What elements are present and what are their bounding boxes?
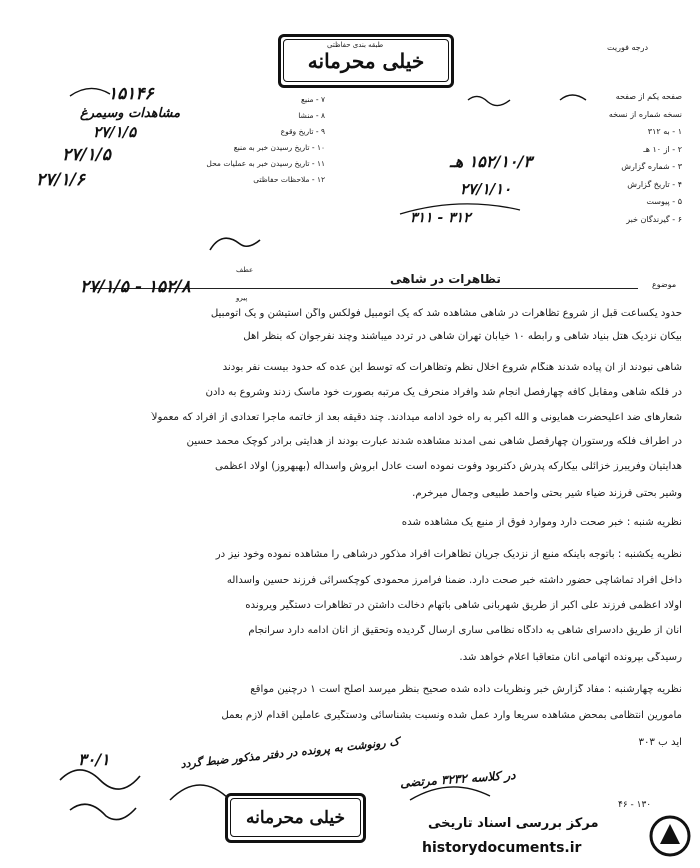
hand-recipients: ۳۱۱ - ۳۱۲ [410,210,471,226]
ref-value: ۲۷/۱/۵ - ۱۵۲/۸ [80,277,191,297]
field-occur-date: ۹ - تاریخ وقوع [280,127,325,136]
subject-label: موضوع [652,280,677,289]
stamp-small-label: طبقه بندی حفاظتی [327,41,384,49]
priority-label: درجه فوریت [607,43,649,52]
hand-occur-date: ۲۷/۱/۵ [93,123,137,141]
field-to: ۱ - به ۳۱۲ [647,127,682,136]
field-attachment: ۵ - پیوست [646,197,682,206]
body-line: هدایتیان وفریبرز خزائلی بیکارکه پدرش دکتربود وفوت نموده است عادل آبروش واسداله (بهبهروز) اولاد اعظمی [214,461,682,472]
opinion-sunday-line: داخل افراد تماشاچی حضور داشته خبر صحت دارد. ضمناً فرامرز محمودی کوچکسرائی فرزند حسین واسداله [226,575,682,586]
handwriting-strokes [0,0,700,260]
field-ops-date: ۱۱ - تاریخ رسیدن خبر به عملیات محل [206,159,325,168]
body-line: شعارهای ضد اعلیحضرت همایونی و الله اکبر به راه خود ادامه میدادند. چند دقیقه بعد از خاتمه ماجرا تعدادی از افراد که معمولاً [151,412,682,423]
watermark [418,812,694,862]
ref-label-1: عطف [236,266,254,274]
opinion-wednesday-line: آید ب ۳۰۳ [638,737,682,748]
bottom-note-1: ک رونوشت به پرونده در دفتر مذکور ضبط گردد [180,735,400,771]
opinion-wednesday-line: نظریه چهارشنبه : مفاد گزارش خبر ونظریات داده شده صحیح بنظر میرسد اصلح است ۱ درچنین مواقع [250,684,682,695]
hand-report-number: ۱۵۲/۱۰/۳ هـ [450,152,532,171]
classification-stamp-bottom [225,793,366,843]
watermark-url: historydocuments.ir [422,840,582,856]
field-report-number: ۳ - شماره گزارش [621,162,682,171]
field-source-date: ۱۰ - تاریخ رسیدن خبر به منبع [233,143,325,152]
field-from: ۲ - از ۱۰ هـ [643,144,682,154]
field-copy: نسخه شماره از نسخه [608,109,682,119]
field-page: صفحه یکم از صفحه [615,92,682,101]
body-line: وشیر بحتی فرزند ضیاء شیر بحتی واحمد طبیعی وجمال میرخرم. [412,488,682,499]
body-line: در اطراف فلکه ورستوران چهارفصل شاهی نمی آمدند مشاهده شدند عبارت بودند از هدایتی برادر کوچک محمد حسین [186,436,682,447]
hand-ops-date: ۲۷/۱/۶ [36,170,85,190]
hand-source-number: ۱۵۱۴۶ [108,84,154,104]
subject-text: تظاهرات در شاهی [390,272,501,286]
field-origin: ۸ - منشا [298,111,325,120]
opinion-sunday-line: اولاد اعظمی فرزند علی اکبر از طریق شهربانی شاهی باتهام دخالت داشتن در تظاهرات دستگیر ویرونده [245,600,682,611]
field-recipients: ۶ - گیرندگان خبر [626,214,682,224]
opinion-sunday-line: آنان از طریق دادسرای شاهی به دادگاه نظامی ساری ارسال گردیده وتحقیق از آنان ادامه دارد سرانجام [248,625,682,636]
watermark-logo-icon [648,814,692,858]
opinion-saturday: نظریه شنبه : خبر صحت دارد وموارد فوق از منبع یک مشاهده شده [401,517,682,528]
stamp-main-label: خیلی محرمانه [307,48,425,73]
body-line: شاهی نبودند از آن پیاده شدند هنگام شروع اخلال نظم وتظاهرات که توسط این عده که حدود بیست نفر بودند [222,362,682,373]
bottom-signature: ۳۰/۱ [78,750,110,769]
hand-source-date: ۲۷/۱/۵ [62,145,111,165]
hand-report-date: ۲۷/۱/۱۰ [460,180,512,198]
bottom-note-2: در کلاسه ۳۲۳۲ مرتضی [399,767,516,791]
hand-origin: مشاهدات وسیمرغ [80,106,181,121]
field-report-date: ۴ - تاریخ گزارش [627,179,682,189]
document-code: ۴۶ - ۱۳۰ [618,800,652,810]
stamp-bottom-label: خیلی محرمانه [246,807,345,828]
opinion-sunday-line: نظریه یکشنبه : باتوجه باینکه منبع از نزدیک جریان تظاهرات افراد مذکور درشاهی را مشاهده نموده وخود نیز در [215,549,682,560]
field-source: ۷ - منبع [300,95,325,104]
watermark-text: مرکز بررسی اسناد تاریخی [428,816,599,831]
opinion-wednesday-line: مأمورین انتظامی بمحض مشاهده سریعاً وارد عمل شده ونسبت بشناسائی ودستگیری عاملین اقدام لازم بعمل [221,710,682,721]
body-line: در فلکه شاهی ومقابل کافه چهارفصل انجام شد وافراد منحرف یک مرتبه بصورت خود ماسک زدند وشروع به دادن [205,387,682,398]
opinion-sunday-line: رسیدگی بپرونده اتهامی آنان متعاقباً اعلام خواهد شد. [459,652,682,663]
ref-label-2: پیرو [236,294,248,302]
body-line: حدود یکساعت قبل از شروع تظاهرات در شاهی مشاهده شد که یک اتومبیل فولکس واگن استیشن و یک اتومبیل [210,308,682,319]
field-security-notes: ۱۲ - ملاحظات حفاظتی [253,175,325,184]
body-line: بیکان نزدیک هتل بنیاد شاهی و رابطه ۱۰ خیابان تهران شاهی در تردد میباشند وچند نفرجوان که بنظر اهل [243,331,682,342]
